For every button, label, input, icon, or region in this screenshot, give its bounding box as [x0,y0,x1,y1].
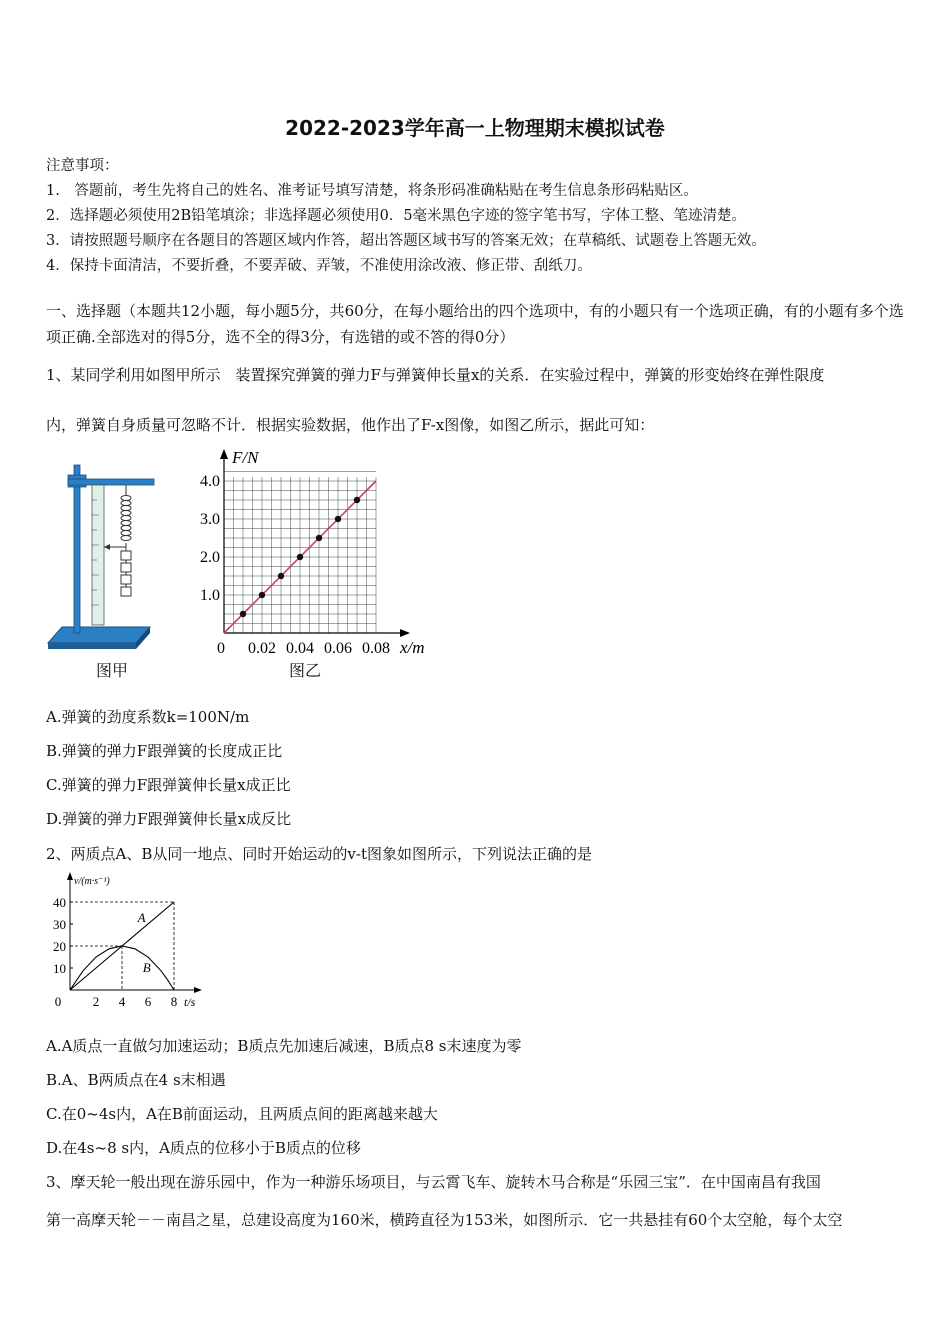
y-axis-label: v/(m·s⁻¹) [74,876,110,887]
data-point [354,497,360,503]
notice-item-1: 1. 答题前，考生先将自己的姓名、准考证号填写清楚，将条形码准确粘贴在考生信息条形码粘贴区。 [46,183,698,199]
y-tick-label: 4.0 [200,473,220,490]
data-point [278,573,284,579]
notice-item-3: 3．请按照题号顺序在各题目的答题区域内作答，超出答题区域书写的答案无效；在草稿纸、试题卷上答题无效。 [46,233,766,249]
x-tick-label: 2 [92,994,100,1008]
x-tick-label: 6 [144,994,152,1008]
x-tick-label: 0.02 [248,640,276,657]
section-1-intro: 一、选择题（本题共12小题，每小题5分，共60分，在每小题给出的四个选项中，有的小题只有一个选项正确，有的小题有多个选项正确.全部选对的得5分，选不全的得3分，有选错的或不答的得0分） [46,302,904,346]
q1-stem-line2: 内，弹簧自身质量可忽略不计．根据实验数据，他作出了F-x图像，如图乙所示，据此可知： [46,416,655,434]
x-tick-label: 0.06 [324,640,352,657]
figure-b-caption: 图乙 [289,661,322,680]
notice-heading: 注意事项： [46,158,119,174]
q2-stem: 2、两质点A、B从同一地点、同时开始运动的v-t图象如图所示，下列说法正确的是 [46,845,592,863]
q1-option-d: D.弹簧的弹力F跟弹簧伸长量x成反比 [46,810,292,828]
data-point [259,592,265,598]
x-axis-label: x/m [400,638,425,657]
q2-option-b: B.A、B两质点在4 s末相遇 [46,1071,226,1089]
data-point [297,554,303,560]
spring-apparatus-figure [42,455,162,680]
q1-option-a: A.弹簧的劲度系数k=100N/m [46,708,250,726]
q1-option-c: C.弹簧的弹力F跟弹簧伸长量x成正比 [46,776,291,794]
x-tick-label: 8 [170,994,178,1008]
y-tick-label: 3.0 [200,511,220,528]
series-b-label: B [142,960,151,975]
f-x-chart [190,445,440,660]
figure-a-caption: 图甲 [96,661,129,680]
y-tick-label: 1.0 [200,587,220,604]
q2-option-c: C.在0~4s内，A在B前面运动，且两质点间的距离越来越大 [46,1105,438,1123]
x-axis-label: t/s [184,995,196,1008]
v-t-chart [44,868,214,1008]
q3-stem-line2: 第一高摩天轮－－南昌之星，总建设高度为160米，横跨直径为153米，如图所示．它一共悬挂有60个太空舱，每个太空 [46,1211,843,1229]
data-point [335,516,341,522]
notice-item-2: 2．选择题必须使用2B铅笔填涂；非选择题必须使用0．5毫米黑色字迹的签字笔书写，字体工整、笔迹清楚。 [46,208,747,224]
page-title: 2022-2023学年高一上物理期末模拟试卷 [285,116,665,140]
q2-option-a: A.A质点一直做匀加速运动；B质点先加速后减速，B质点8 s末速度为零 [46,1037,522,1055]
data-point [316,535,322,541]
series-a-label: A [137,910,146,925]
q3-stem-line1: 3、摩天轮一般出现在游乐园中，作为一种游乐场项目，与云霄飞车、旋转木马合称是“乐园三宝”．在中国南昌有我国 [46,1173,821,1191]
y-axis-arrow [67,872,73,880]
x-tick-label: 0.08 [362,640,390,657]
y-tick-label: 20 [53,939,66,954]
x-axis-arrow [194,987,202,993]
notice-item-4: 4．保持卡面清洁，不要折叠，不要弄破、弄皱，不准使用涂改液、修正带、刮纸刀。 [46,258,592,274]
x-axis-arrow [400,629,410,637]
x-tick-label: 0 [217,640,225,657]
q1-option-b: B.弹簧的弹力F跟弹簧的长度成正比 [46,742,283,760]
q2-option-d: D.在4s~8 s内，A质点的位移小于B质点的位移 [46,1139,361,1157]
y-tick-label: 10 [53,961,66,976]
y-tick-label: 30 [53,917,66,932]
data-point [240,611,246,617]
x-tick-label: 0 [54,994,62,1008]
x-tick-label: 4 [118,994,126,1008]
y-axis-label: F/N [232,448,259,467]
y-tick-label: 2.0 [200,549,220,566]
x-tick-label: 0.04 [286,640,314,657]
y-tick-label: 40 [53,895,66,910]
y-axis-arrow [220,449,228,459]
q1-stem-line1: 1、某同学利用如图甲所示 装置探究弹簧的弹力F与弹簧伸长量x的关系．在实验过程中，弹簧的形变始终在弹性限度 [46,366,825,384]
